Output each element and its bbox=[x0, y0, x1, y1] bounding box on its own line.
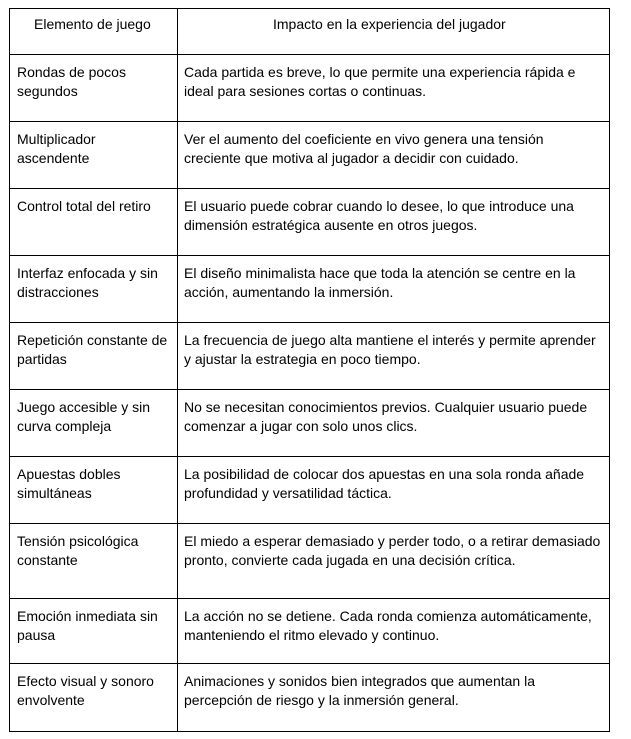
cell-impact: Cada partida es breve, lo que permite una experiencia rápida e ideal para sesiones cortas o continuas. bbox=[178, 55, 610, 122]
cell-element: Multiplicador ascendente bbox=[10, 122, 178, 189]
table-row bbox=[10, 256, 610, 323]
cell-element: Control total del retiro bbox=[10, 189, 178, 256]
game-elements-table bbox=[9, 8, 610, 732]
table-row bbox=[10, 323, 610, 390]
cell-impact: El usuario puede cobrar cuando lo desee, lo que introduce una dimensión estratégica ausente en otros juegos. bbox=[178, 189, 610, 256]
cell-impact: Animaciones y sonidos bien integrados que aumentan la percepción de riesgo y la inmersión general. bbox=[178, 664, 610, 732]
cell-element: Apuestas dobles simultáneas bbox=[10, 457, 178, 524]
header-element: Elemento de juego bbox=[10, 9, 178, 55]
table-row bbox=[10, 524, 610, 599]
table-row bbox=[10, 390, 610, 457]
cell-impact: El miedo a esperar demasiado y perder todo, o a retirar demasiado pronto, convierte cada jugada en una decisión crítica. bbox=[178, 524, 610, 599]
table-row bbox=[10, 189, 610, 256]
table-row bbox=[10, 55, 610, 122]
table-header-row bbox=[10, 9, 610, 55]
cell-element: Juego accesible y sin curva compleja bbox=[10, 390, 178, 457]
cell-element: Rondas de pocos segundos bbox=[10, 55, 178, 122]
cell-element: Efecto visual y sonoro envolvente bbox=[10, 664, 178, 732]
table-row bbox=[10, 457, 610, 524]
table-body bbox=[10, 55, 610, 732]
cell-element: Emoción inmediata sin pausa bbox=[10, 599, 178, 664]
cell-element: Interfaz enfocada y sin distracciones bbox=[10, 256, 178, 323]
cell-element: Tensión psicológica constante bbox=[10, 524, 178, 599]
cell-impact: Ver el aumento del coeficiente en vivo genera una tensión creciente que motiva al jugador a decidir con cuidado. bbox=[178, 122, 610, 189]
cell-impact: La acción no se detiene. Cada ronda comienza automáticamente, manteniendo el ritmo elevado y continuo. bbox=[178, 599, 610, 664]
table-row bbox=[10, 599, 610, 664]
cell-element: Repetición constante de partidas bbox=[10, 323, 178, 390]
cell-impact: La frecuencia de juego alta mantiene el interés y permite aprender y ajustar la estrategia en poco tiempo. bbox=[178, 323, 610, 390]
cell-impact: El diseño minimalista hace que toda la atención se centre en la acción, aumentando la inmersión. bbox=[178, 256, 610, 323]
header-impact: Impacto en la experiencia del jugador bbox=[178, 9, 610, 55]
cell-impact: No se necesitan conocimientos previos. Cualquier usuario puede comenzar a jugar con solo unos clics. bbox=[178, 390, 610, 457]
table-row bbox=[10, 664, 610, 732]
table-row bbox=[10, 122, 610, 189]
cell-impact: La posibilidad de colocar dos apuestas en una sola ronda añade profundidad y versatilidad táctica. bbox=[178, 457, 610, 524]
